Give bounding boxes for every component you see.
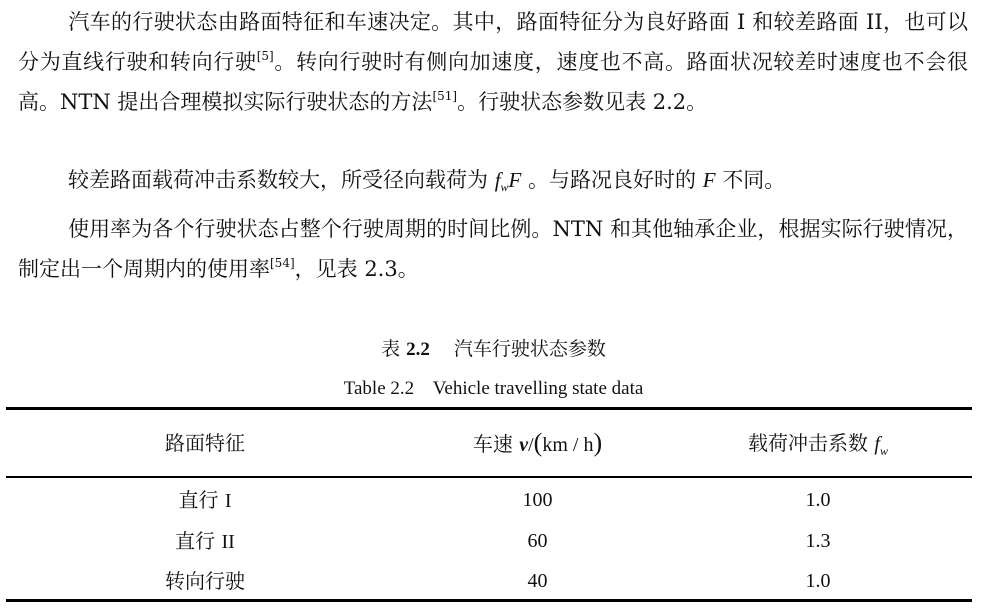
table-cell-speed: 40 [527,570,548,592]
table-cell-coef: 1.0 [805,489,831,511]
state-label: 直行 [178,488,219,512]
table-cell-speed: 60 [527,530,548,552]
math-fw-F [495,168,522,192]
table-mid-rule [6,476,972,478]
paragraph-text: 。与路况良好时的 [521,168,703,192]
caption-number: 2.2 [406,339,430,360]
paragraph-text: 较差路面载荷冲击系数较大，所受径向载荷为 [68,168,495,192]
table-row-state [60,486,350,515]
header-speed-paren-close: ) [593,428,603,457]
table-cell-speed: 100 [522,489,553,511]
header-coef-subscript: w [879,444,888,458]
citation-ref: [51] [432,89,458,103]
header-road-feature: 路面特征 [165,431,245,455]
citation-ref: [54] [270,256,295,270]
citation-ref: [5] [256,49,274,63]
header-speed [390,429,685,459]
paragraph-text: 。转向行驶时有侧向加速度，速度也不高。路面状况较差时速度也不会很高。NTN 提出合理模拟实际行驶状态的方法 [18,50,969,114]
table-cell-coef: 1.3 [805,530,831,552]
paragraph-text: 使用率为各个行驶状态占整个行驶周期的时间比例。NTN 和其他轴承企业，根据实际行驶情况，制定出一个周期内的使用率 [18,217,968,281]
paragraph-usage-rate [18,209,968,289]
paragraph-text: 汽车的行驶状态由路面特征和车速决定。其中，路面特征分为良好路面 I 和较差路面 II，也可以分为直线行驶和转向行驶 [18,10,968,74]
math-var-F: F [508,168,522,192]
table-caption-en: Table 2.2 Vehicle travelling state data [343,378,644,399]
header-speed-var: v [519,434,529,456]
state-label: 转向行驶 [165,569,245,593]
caption-title: 汽车行驶状态参数 [453,338,606,360]
paragraph-load-impact [18,160,968,200]
math-subscript-w: w [500,180,509,194]
header-coef-var: f [874,433,880,455]
paragraph-text: 。行驶状态参数见表 2.2。 [457,90,708,114]
state-roman: II [221,531,235,553]
paragraph-text: 不同。 [715,168,786,192]
math-var-F: F [702,168,716,192]
table-row-state [60,567,350,596]
math-var-f: f [494,168,501,192]
table-cell-coef: 1.0 [805,570,831,592]
header-speed-paren-open: ( [533,428,543,457]
table-top-rule [6,407,972,410]
header-speed-text: 车速 [472,432,520,456]
state-label: 直行 [175,529,216,553]
state-roman: I [224,490,232,512]
caption-prefix: 表 [381,338,407,360]
header-impact-coef [668,429,968,458]
paragraph-text: ，见表 2.3。 [294,257,419,281]
header-speed-unit: km / h [542,434,594,456]
table-caption-cn [0,336,987,363]
table-row-state [60,527,350,556]
paragraph-driving-states [18,2,968,122]
header-speed-slash: / [528,434,534,456]
header-coef-text: 载荷冲击系数 [748,431,875,455]
table-bottom-rule [6,599,972,602]
